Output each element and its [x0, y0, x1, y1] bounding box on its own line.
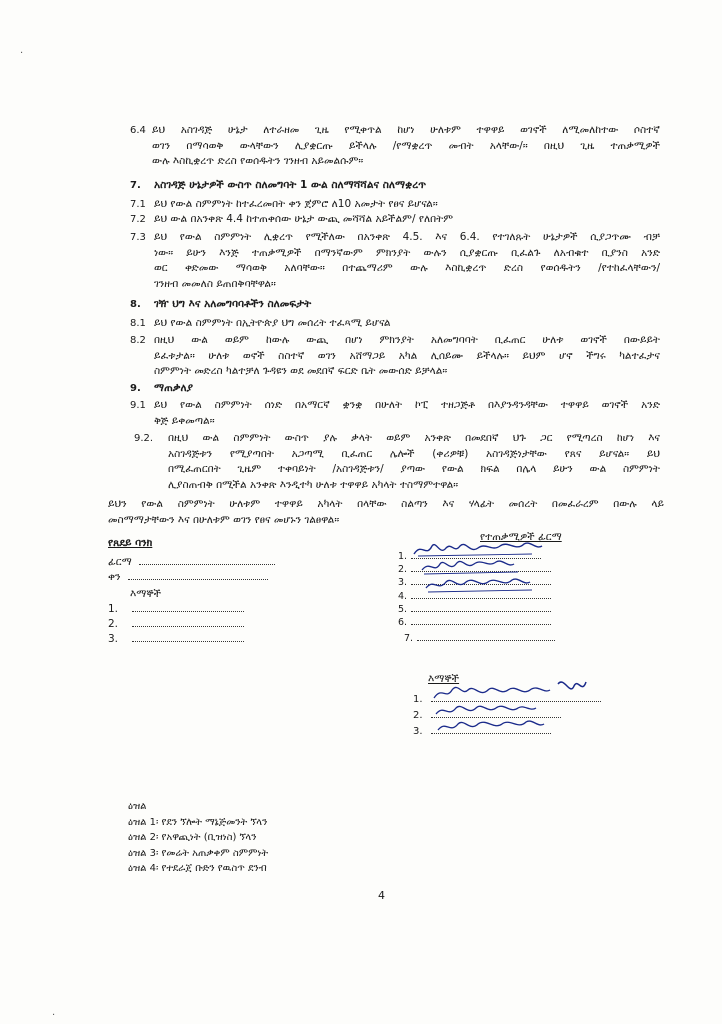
beneficiary-row [404, 632, 555, 645]
row-number: 6. [398, 617, 408, 629]
closing-text: መስማማታቸውን እና በሁለቱም ወገን የፀና መሆኑን ገልፀዋል። [108, 513, 340, 526]
scan-speck: · [52, 1010, 56, 1021]
clause-text: ነው። ይሁን እንጅ ተጠቃሚዎች በማንኛውም ምክንያት ውሉን ሲያቋርጡ ቢፈልጉ ለአብቁተ ቢያንስ አንድ [154, 246, 660, 259]
bank-witness-row [108, 632, 275, 647]
annex-item: ዕዝል 4፡ የተደራጀ ቡድን የዉስጥ ደንብ [128, 863, 267, 874]
clause-number: 7. [130, 180, 141, 191]
bank-signature-line [139, 564, 275, 565]
clause-number: 8. [130, 299, 141, 310]
witness-line [132, 611, 244, 612]
bank-date-label: ቀን [108, 571, 121, 583]
beneficiary-row [398, 616, 555, 629]
bank-witness-row [108, 602, 275, 617]
row-number: 4. [398, 590, 408, 602]
witness-number: 3. [413, 726, 423, 737]
clause-text: ገንዘብ መመለስ ይጠበቅባቸዋል። [154, 277, 276, 290]
witness-number: 2. [413, 710, 423, 721]
signature-line [411, 624, 551, 625]
handwritten-witness-signatures [424, 672, 594, 736]
bank-title: የጸደይ ባንክ [108, 537, 153, 549]
signature-line [411, 611, 551, 612]
beneficiary-row [398, 603, 555, 616]
clause-text: ይህ የውል ስምምነት ሊቋረጥ የሚችለው በአንቀጽ 4.5. እና 6.4. የተገለጹት ሁኔታዎች ሲያጋጥሙ ብቻ [154, 231, 660, 243]
annex-title: ዕዝል [128, 801, 147, 812]
clause-text: ወር ቀድመው ማሳወቅ አለባቸው። በተጨማሪም ውሉ እስኪቋረጥ ድረስ የወሰዱትን /የተከፈላቸውን/ [154, 262, 660, 274]
clause-text: በዚህ ውል ስምምነት ውስጥ ያሉ ቃላት ወይም አንቀጽ በመደበኛ ህጉ ጋር የሚጣረስ ከሆነ እና [168, 432, 660, 444]
page-number: 4 [378, 889, 385, 902]
clause-text: ወገን በማሳወቅ ውላቸውን ሊያቋርጡ ይችላሉ /የማቋረጥ መብት አላቸው/። በዚህ ጊዜ ተጠቃሚዎች [152, 139, 660, 152]
clause-text: በዚህ ውል ወይም ከውሉ ውጪ በሆነ ምክንያት አለመግባባት ቢፈጠር ሁለቱ ወገኖች በውይይት [154, 334, 660, 346]
clause-text: ቅጅ ይቀመጣል። [154, 414, 215, 427]
closing-paragraph [108, 497, 664, 528]
row-number: 3. [398, 577, 408, 589]
row-number: 7. [404, 633, 414, 645]
annex-item: ዕዝል 1፡ የደን ኘሎት ማኔጅመንት ኘላን [128, 816, 268, 828]
bank-date-line [128, 579, 268, 580]
clause-number: 7.3 [130, 232, 146, 243]
annex-list [128, 799, 268, 877]
clause-text: ይህ የውል ስምምነት ሰነድ በአማርኛ ቋንቋ በሁለት ኮፒ ተዘጋጅቶ በእያንዳንዳቸው ተዋዋይ ወገኖች አንድ [154, 399, 660, 411]
clause-text: አስገዳጅቱን የሚያጣበት አጋጣሚ ቢፈጠር ሌሎች (ቀሪዎቹ) አስገዳጅነታቸው የጸና ይሆናል። ይህ [168, 447, 660, 460]
bank-date-row [108, 570, 275, 585]
clause-text: ውሉ እስኪቋረጥ ድረስ የወሰዱትን ገንዘብ አይመልሱም። [152, 155, 364, 167]
witness-number: 1. [413, 694, 423, 705]
clause-text: ይህ የውል ስምምነት በኢትዮጵያ ህግ መሰረት ተፈጻሚ ይሆናል [154, 317, 391, 329]
clause-number: 9. [130, 383, 141, 394]
clause-text: ስምምነት መድረስ ካልተቻለ ጉዳዩን ወደ መደበኛ ፍርድ ቤት መውሰድ ይቻላል። [154, 365, 448, 377]
beneficiary-witnesses-title: እማኞች [428, 673, 460, 685]
row-number: 5. [398, 603, 408, 615]
annex-item: ዕዝል 3፡ የመሬት አጠቃቀም ስምምነት [128, 847, 269, 859]
clause-number: 9.2. [134, 433, 154, 444]
annex-item: ዕዝል 2፡ የአዋጪነት (ቢዝነስ) ኘላን [128, 832, 257, 843]
clause-text: ይፈቱታል። ሁለቱ ወኖች ስስተኛ ወገን አሸማጋይ አካል ሊሰይሙ ይችላሉ። ይህም ሆኖ ችግሩ ካልተፈታና [154, 349, 660, 362]
clause-heading-text: አስገዳጅ ሁኔታዎች ውስጥ ስለመግባት 1 ውል ስለማሻሻልና ስለማቋረጥ [154, 179, 427, 191]
clause-number: 7.1 [130, 199, 146, 210]
closing-text: ይህን የውል ስምምነት ሁለቱም ተዋዋይ አካላት በላቸው ስልጣን እና ሃላፊት መሰረት በመፈራረም በውሉ ላይ [108, 498, 664, 510]
beneficiaries-title: የተጠቃሚዎች ፊርማ [480, 531, 562, 543]
clause-text: ይህ አስገዳጅ ሁኔታ ለተራዘመ ጊዜ የሚቀጥል ከሆነ ሁለቱም ተዋዋይ ወገኖች ለሚመለከተው ሶስተኛ [152, 124, 660, 136]
scan-speck: · [20, 48, 24, 59]
row-number: 1. [398, 551, 408, 562]
witness-line [132, 641, 244, 642]
witness-number: 2. [108, 618, 119, 630]
signature-line [417, 640, 555, 641]
clause-number: 9.1 [130, 400, 146, 411]
clause-text: ይህ የውል ስምምነት ከተፈረመበት ቀን ጀምሮ ለ10 አመታት የፀና ይሆናል። [154, 198, 438, 210]
clause-heading-text: ገዥ ህግ እና አለመግባባቶችን ስለመፍታት [154, 298, 312, 310]
witness-number: 3. [108, 633, 119, 645]
bank-signature-row [108, 555, 275, 570]
clause-number: 8.1 [130, 318, 146, 329]
clause-number: 6.4 [130, 125, 146, 136]
bank-signature-block [108, 536, 275, 647]
clause-text: በሚፈጠርበት ጊዜም ተቀባይነት /አስገዳጅቱን/ ያጣው የውል ክፍል በሌላ ይሁን ውል ስምምነት [168, 463, 660, 475]
bank-witnesses-title: እማኞች [130, 588, 162, 600]
clause-number: 8.2 [130, 335, 146, 346]
handwritten-signature-1 [408, 536, 558, 598]
clause-heading-text: ማጠቃለያ [154, 382, 194, 394]
witness-line [132, 626, 244, 627]
clause-text: ይህ ውል በአንቀጽ 4.4 ከተጠቀሰው ሁኔታ ውጪ መሻሻል አይችልም/ የለበትም [154, 213, 454, 225]
clause-number: 7.2 [130, 214, 146, 225]
witness-number: 1. [108, 603, 119, 615]
clause-text: ሊያስጠብቅ በሚችል አንቀጽ እንዲተካ ሁለቱ ተዋዋይ አካላት ተስማምተዋል። [168, 478, 459, 491]
bank-witness-row [108, 617, 275, 632]
bank-signature-label: ፊርማ [108, 556, 132, 568]
row-number: 2. [398, 564, 408, 576]
